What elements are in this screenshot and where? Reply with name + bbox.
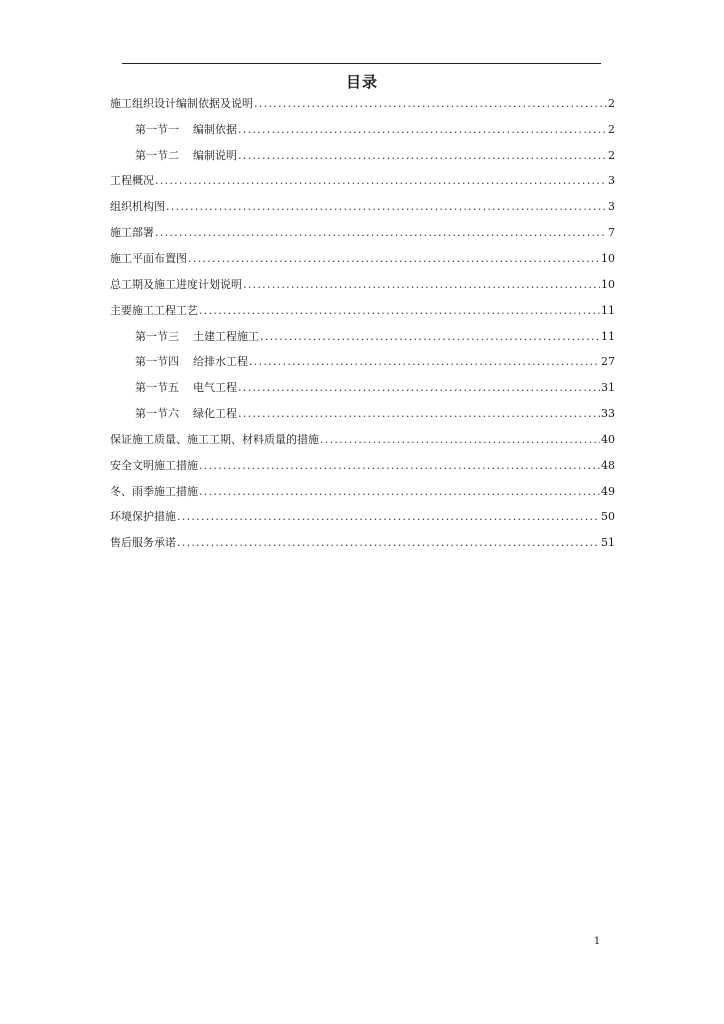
dot-leader bbox=[166, 200, 607, 214]
dot-leader bbox=[155, 226, 607, 240]
toc-entry-title: 主要施工工程工艺 bbox=[110, 303, 198, 317]
toc-entry-title: 施工平面布置图 bbox=[110, 251, 187, 265]
header-rule bbox=[122, 63, 601, 64]
dot-leader bbox=[238, 149, 607, 163]
toc-entry[interactable] bbox=[110, 246, 615, 272]
dot-leader bbox=[249, 355, 600, 369]
toc-entry-page: 2 bbox=[608, 148, 615, 162]
toc-entry-title: 电气工程 bbox=[193, 381, 237, 395]
toc-entry[interactable] bbox=[110, 324, 615, 350]
dot-leader bbox=[238, 407, 600, 421]
toc-entry-title: 编制依据 bbox=[193, 122, 237, 136]
toc-entry-section-number: 第一节五 bbox=[135, 381, 179, 395]
toc-entry-page: 48 bbox=[601, 458, 615, 472]
dot-leader bbox=[188, 252, 600, 266]
toc-entry[interactable] bbox=[110, 169, 615, 195]
toc-entry[interactable] bbox=[110, 117, 615, 143]
toc-entry-page: 40 bbox=[601, 432, 615, 446]
toc-entry-title: 土建工程施工 bbox=[193, 329, 259, 343]
toc-entry-section-number: 第一节四 bbox=[135, 355, 179, 369]
toc-entry-title: 施工组织设计编制依据及说明 bbox=[110, 96, 253, 110]
toc-entry-title: 绿化工程 bbox=[193, 407, 237, 421]
toc-entry-page: 3 bbox=[608, 200, 615, 214]
toc-entry-page: 11 bbox=[601, 303, 615, 317]
toc-entry-page: 2 bbox=[608, 122, 615, 136]
toc-entry-page: 51 bbox=[601, 536, 615, 550]
toc-entry[interactable] bbox=[110, 453, 615, 479]
toc-entry-title: 安全文明施工措施 bbox=[110, 458, 198, 472]
toc-entry-section-number: 第一节三 bbox=[135, 329, 179, 343]
toc-entry-page: 33 bbox=[601, 407, 615, 421]
toc-entry-title: 冬、雨季施工措施 bbox=[110, 484, 198, 498]
toc-entry[interactable] bbox=[110, 505, 615, 531]
page-number: 1 bbox=[593, 936, 601, 947]
toc-entry-title: 组织机构图 bbox=[110, 200, 165, 214]
toc-entry-page: 7 bbox=[608, 226, 615, 240]
toc-entry-page: 10 bbox=[601, 277, 615, 291]
toc-entry[interactable] bbox=[110, 375, 615, 401]
toc-entry-title: 施工部署 bbox=[110, 226, 154, 240]
toc-entry[interactable] bbox=[110, 194, 615, 220]
dot-leader bbox=[177, 536, 600, 550]
dot-leader bbox=[260, 330, 600, 344]
toc-entry-title: 工程概况 bbox=[110, 174, 154, 188]
toc-entry-page: 50 bbox=[601, 510, 615, 524]
toc-entry-title: 环境保护措施 bbox=[110, 510, 176, 524]
toc-entry[interactable] bbox=[110, 298, 615, 324]
toc-entry-page: 3 bbox=[608, 174, 615, 188]
dot-leader bbox=[243, 278, 600, 292]
toc-list bbox=[110, 91, 615, 556]
toc-entry-section-number: 第一节六 bbox=[135, 407, 179, 421]
toc-entry[interactable] bbox=[110, 143, 615, 169]
toc-entry-page: 31 bbox=[601, 381, 615, 395]
toc-entry-section-number: 第一节一 bbox=[135, 122, 179, 136]
toc-entry-page: 2 bbox=[608, 96, 615, 110]
dot-leader bbox=[199, 304, 600, 318]
toc-entry[interactable] bbox=[110, 272, 615, 298]
dot-leader bbox=[238, 381, 600, 395]
toc-entry-page: 27 bbox=[601, 355, 615, 369]
toc-entry-title: 总工期及施工进度计划说明 bbox=[110, 277, 242, 291]
dot-leader bbox=[199, 459, 600, 473]
toc-entry[interactable] bbox=[110, 427, 615, 453]
toc-entry[interactable] bbox=[110, 479, 615, 505]
toc-title: 目录 bbox=[345, 73, 378, 91]
toc-entry-title: 保证施工质量、施工工期、材料质量的措施 bbox=[110, 432, 319, 446]
toc-entry-title: 编制说明 bbox=[193, 148, 237, 162]
toc-entry[interactable] bbox=[110, 91, 615, 117]
toc-entry-page: 10 bbox=[601, 251, 615, 265]
toc-entry-title: 售后服务承诺 bbox=[110, 536, 176, 550]
toc-entry[interactable] bbox=[110, 349, 615, 375]
dot-leader bbox=[320, 433, 600, 447]
toc-entry[interactable] bbox=[110, 220, 615, 246]
dot-leader bbox=[238, 123, 607, 137]
toc-entry[interactable] bbox=[110, 401, 615, 427]
dot-leader bbox=[177, 510, 600, 524]
dot-leader bbox=[199, 485, 600, 499]
dot-leader bbox=[155, 174, 607, 188]
toc-entry-title: 给排水工程 bbox=[193, 355, 248, 369]
toc-entry-page: 11 bbox=[601, 329, 615, 343]
toc-entry[interactable] bbox=[110, 530, 615, 556]
dot-leader bbox=[254, 97, 607, 111]
toc-entry-section-number: 第一节二 bbox=[135, 148, 179, 162]
toc-entry-page: 49 bbox=[601, 484, 615, 498]
